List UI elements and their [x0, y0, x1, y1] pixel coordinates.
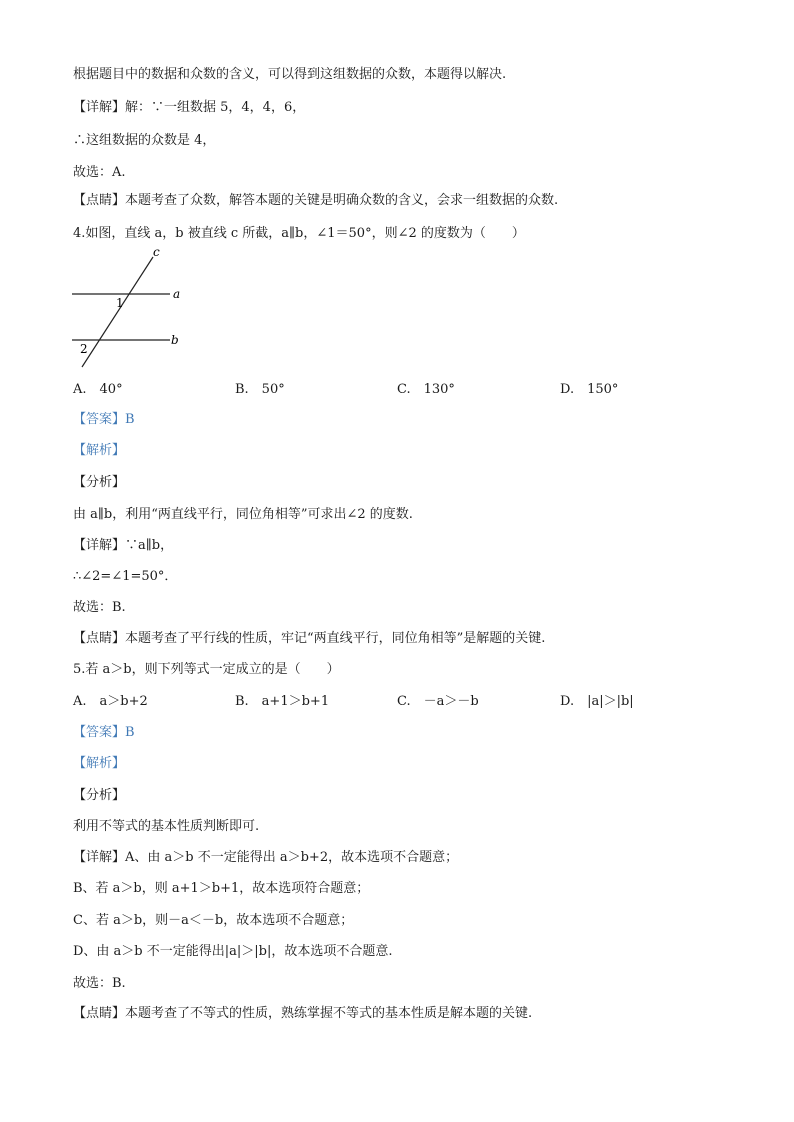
q4-option-a: A. 40° [73, 382, 123, 397]
q5-stem: 5.若 a＞b，则下列等式一定成立的是（ ） [73, 662, 340, 677]
q5-fenxi-heading: 【分析】 [73, 788, 126, 803]
q4-option-d: D. 150° [560, 382, 619, 397]
parallel-lines-figure [66, 245, 196, 370]
q5-option-c: C. －a＞－b [397, 694, 479, 709]
q4-option-b: B. 50° [235, 382, 285, 397]
analysis-text: 根据题目中的数据和众数的含义，可以得到这组数据的众数，本题得以解决. [73, 67, 507, 82]
q4-stem: 4.如图，直线 a，b 被直线 c 所截，a∥b，∠1＝50°，则∠2 的度数为（ ） [73, 226, 525, 241]
q4-comment: 【点睛】本题考查了平行线的性质，牢记“两直线平行，同位角相等”是解题的关键. [73, 631, 546, 646]
q4-answer: 【答案】B [73, 412, 135, 427]
q5-detail-b: B、若 a＞b，则 a+1＞b+1，故本选项符合题意； [73, 881, 370, 896]
label-angle-1: 1 [116, 296, 124, 310]
q5-option-a: A. a＞b+2 [73, 694, 148, 709]
detail-text: 【详解】解：∵一组数据 5，4，4，6， [73, 100, 306, 115]
q4-choice: 故选：B. [73, 600, 126, 615]
q4-fenxi-heading: 【分析】 [73, 475, 126, 490]
q4-step: ∴∠2=∠1=50°． [73, 569, 178, 584]
q5-detail-d: D、由 a＞b 不一定能得出|a|＞|b|，故本选项不合题意. [73, 944, 393, 959]
q4-option-c: C. 130° [397, 382, 455, 397]
q4-detail: 【详解】∵a∥b， [73, 538, 174, 553]
label-a: a [173, 287, 181, 301]
q5-jiexi: 【解析】 [73, 756, 126, 771]
q5-fenxi-text: 利用不等式的基本性质判断即可. [73, 819, 260, 834]
q5-comment: 【点睛】本题考查了不等式的性质，熟练掌握不等式的基本性质是解本题的关键. [73, 1006, 533, 1021]
q5-detail-a: 【详解】A、由 a＞b 不一定能得出 a＞b+2，故本选项不合题意； [73, 850, 459, 865]
label-b: b [171, 333, 179, 347]
q5-option-b: B. a+1＞b+1 [235, 694, 330, 709]
line-c [82, 257, 153, 367]
q5-choice: 故选：B. [73, 976, 126, 991]
q5-detail-c: C、若 a＞b，则－a＜－b，故本选项不合题意； [73, 913, 354, 928]
q4-jiexi: 【解析】 [73, 443, 126, 458]
label-c: c [153, 245, 160, 259]
q4-fenxi-text: 由 a∥b，利用“两直线平行，同位角相等”可求出∠2 的度数. [73, 507, 413, 522]
comment-text: 【点睛】本题考查了众数，解答本题的关键是明确众数的含义，会求一组数据的众数. [73, 193, 559, 208]
choice-text: 故选：A. [73, 165, 126, 180]
q5-option-d: D. |a|＞|b| [560, 694, 634, 709]
conclusion-text: ∴这组数据的众数是 4， [73, 133, 216, 148]
q5-answer: 【答案】B [73, 725, 135, 740]
label-angle-2: 2 [80, 342, 88, 356]
